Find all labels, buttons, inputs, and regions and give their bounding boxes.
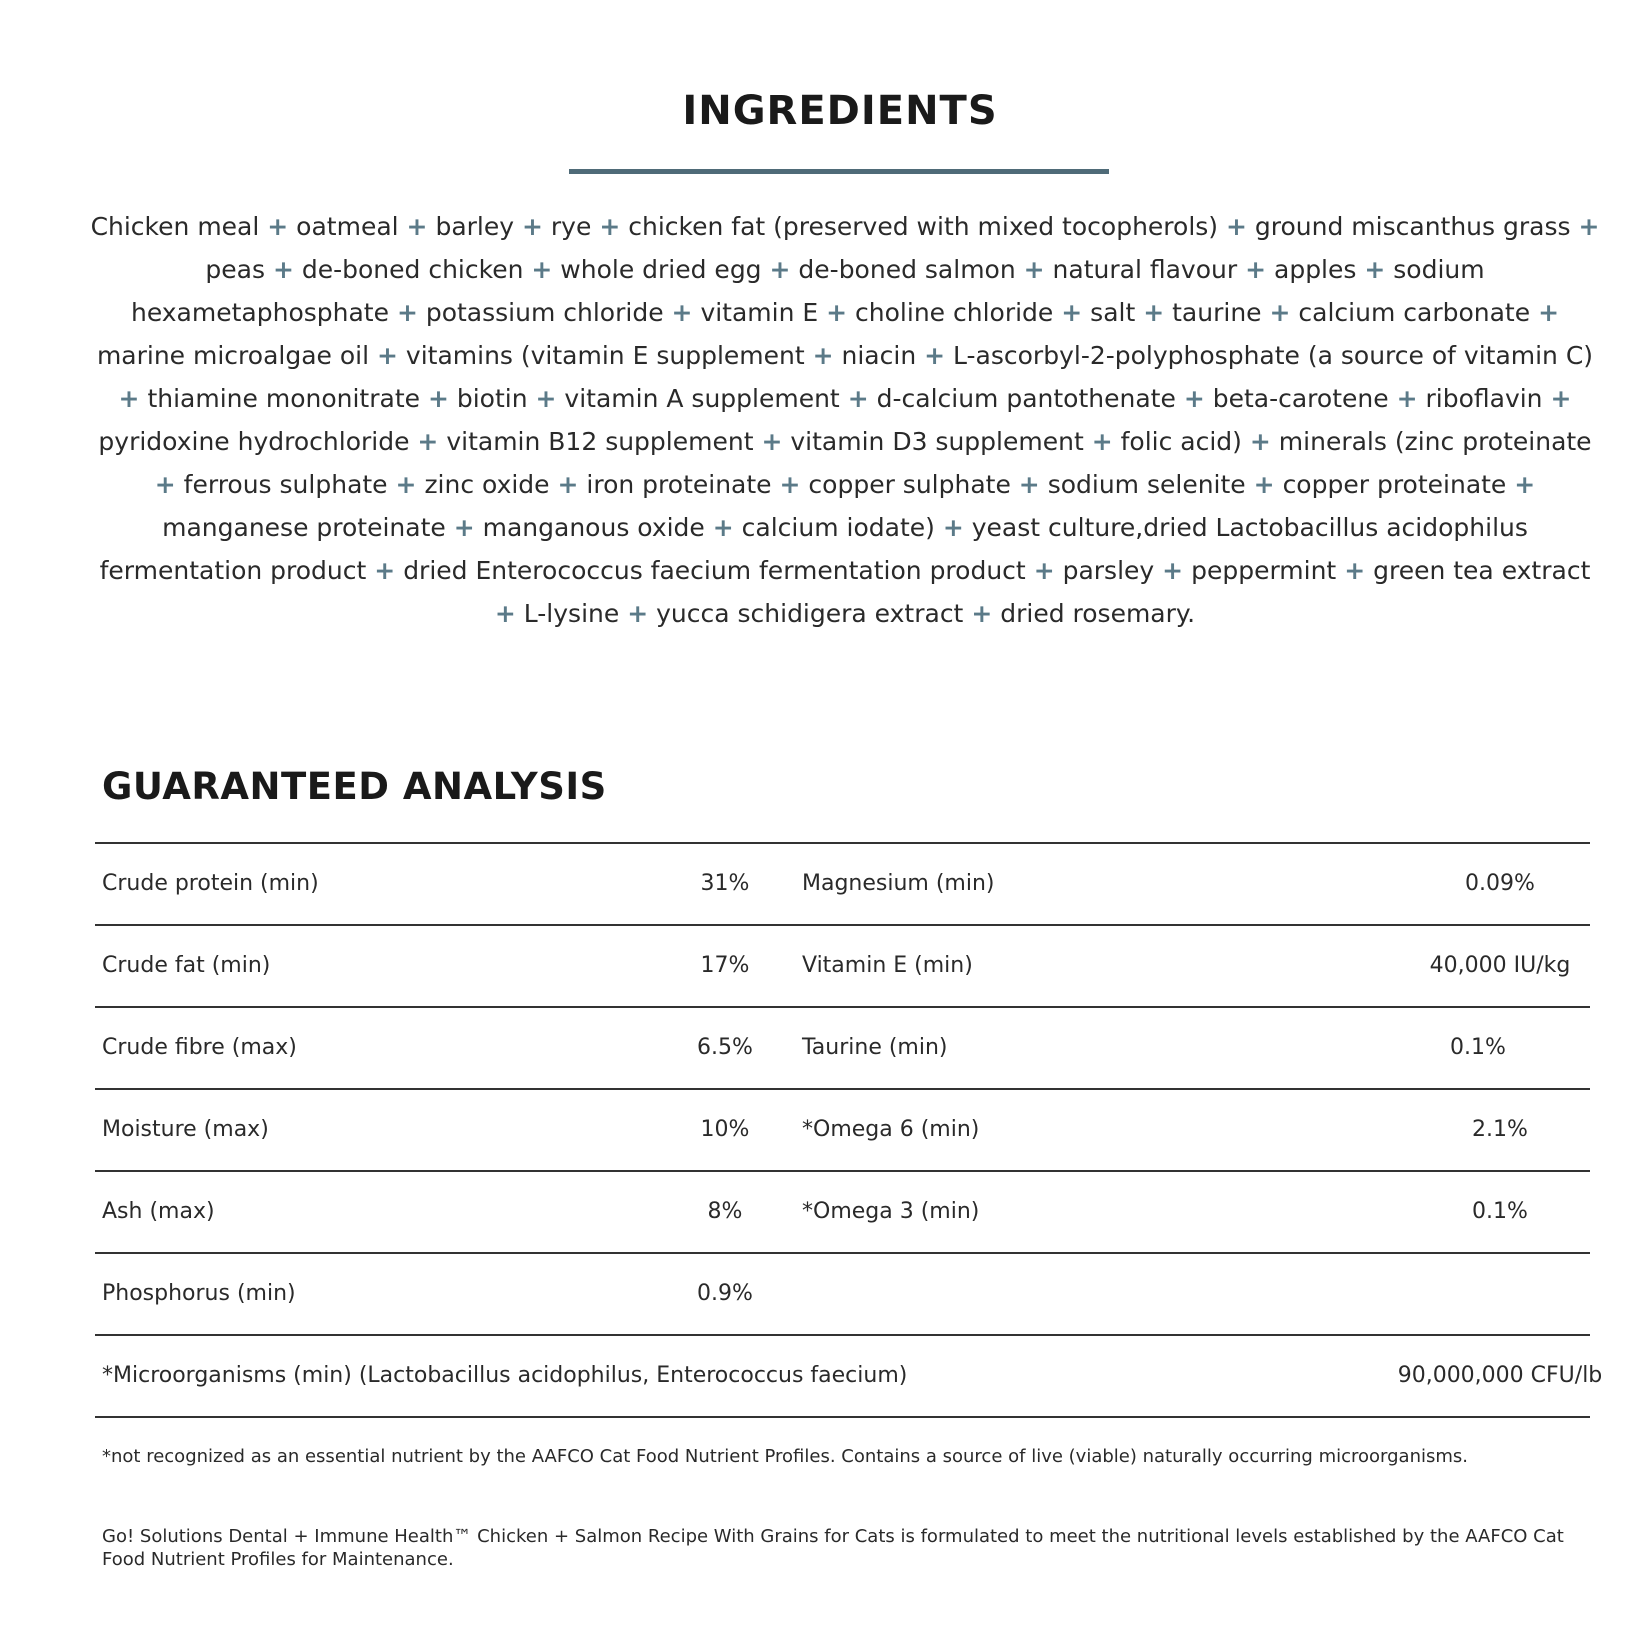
ingredient-item: d-calcium pantothenate [876, 384, 1176, 413]
ingredients-title: INGREDIENTS [682, 88, 998, 134]
ingredient-item: niacin [841, 341, 917, 370]
plus-separator: + [1091, 427, 1113, 456]
ingredient-item: dried Enterococcus faecium fermentation product [403, 556, 1026, 585]
ingredient-item: salt [1090, 298, 1136, 327]
plus-separator: + [1023, 255, 1045, 284]
ingredient-item: iron proteinate [586, 470, 772, 499]
plus-separator: + [1364, 255, 1386, 284]
nutrient-label: *Microorganisms (min) (Lactobacillus acidophilus, Enterococcus faecium) [102, 1363, 908, 1388]
plus-separator: + [377, 341, 398, 370]
ingredient-item: ground miscanthus grass [1254, 212, 1571, 241]
nutrient-label: Crude fat (min) [102, 953, 271, 978]
ingredient-item: taurine [1172, 298, 1262, 327]
plus-separator: + [1269, 298, 1291, 327]
ingredient-item: de-boned chicken [301, 255, 524, 284]
plus-separator: + [154, 470, 176, 499]
ingredient-item: vitamin E [700, 298, 819, 327]
ingredients-divider [569, 169, 1109, 174]
ingredient-item: choline chloride [855, 298, 1054, 327]
nutrient-label: Crude protein (min) [102, 871, 319, 896]
plus-separator: + [1245, 255, 1267, 284]
nutrient-value: 17% [700, 953, 750, 978]
table-row-microorganisms [95, 1336, 1603, 1418]
ingredient-item: folic acid) [1120, 427, 1242, 456]
table-row [95, 1172, 1590, 1254]
plus-separator: + [1226, 212, 1247, 241]
plus-separator: + [267, 212, 289, 241]
plus-separator: + [374, 556, 396, 585]
ingredient-item: L-ascorbyl-2-polyphosphate (a source of vitamin C) [953, 341, 1594, 370]
table-row [95, 926, 1590, 1008]
ingredient-item: pyridoxine hydrochloride [98, 427, 410, 456]
table-row [95, 1008, 1590, 1090]
plus-separator: + [557, 470, 579, 499]
nutrient-label: Ash (max) [102, 1199, 215, 1224]
ingredient-item: copper sulphate [808, 470, 1011, 499]
ingredient-item: yeast culture,dried Lactobacillus acidophilus fermentation product [99, 513, 1528, 585]
plus-separator: + [971, 599, 993, 628]
nutrient-value: 0.1% [1472, 1199, 1528, 1224]
table-row [95, 1090, 1590, 1172]
guaranteed-analysis-table [95, 842, 1603, 1418]
plus-separator: + [769, 255, 791, 284]
table-row [95, 1254, 1590, 1336]
plus-separator: + [453, 513, 475, 542]
nutrient-label: Taurine (min) [802, 1035, 948, 1060]
plus-separator: + [531, 255, 553, 284]
plus-separator: + [272, 255, 294, 284]
table-row [95, 844, 1590, 926]
plus-separator: + [118, 384, 140, 413]
plus-separator: + [1249, 427, 1271, 456]
ingredient-item: vitamin B12 supplement [446, 427, 754, 456]
plus-separator: + [1396, 384, 1418, 413]
ingredient-item: manganous oxide [482, 513, 705, 542]
ingredient-item: chicken fat (preserved with mixed tocopherols) [628, 212, 1219, 241]
ingredient-item: thiamine mononitrate [147, 384, 420, 413]
nutrient-value: 0.1% [1450, 1035, 1506, 1060]
ingredient-item: barley [435, 212, 515, 241]
ingredient-item: zinc oxide [424, 470, 550, 499]
ingredient-item: sodium hexametaphosphate [130, 255, 1485, 327]
plus-separator: + [1018, 470, 1040, 499]
plus-separator: + [1578, 212, 1600, 241]
ingredients-list [90, 205, 1600, 635]
ingredient-item: ferrous sulphate [183, 470, 388, 499]
plus-separator: + [847, 384, 869, 413]
plus-separator: + [1344, 556, 1366, 585]
nutrient-label: *Omega 6 (min) [802, 1117, 980, 1142]
ingredient-item: vitamins (vitamin E supplement [405, 341, 805, 370]
ingredient-item: oatmeal [296, 212, 399, 241]
plus-separator: + [417, 427, 439, 456]
ingredient-item: natural flavour [1052, 255, 1238, 284]
ingredient-item: manganese proteinate [162, 513, 446, 542]
plus-separator: + [1550, 384, 1572, 413]
ingredient-item: L-lysine [523, 599, 620, 628]
nutrient-label: Magnesium (min) [802, 871, 995, 896]
ingredient-item: de-boned salmon [798, 255, 1016, 284]
plus-separator: + [1143, 298, 1165, 327]
plus-separator: + [812, 341, 834, 370]
nutrient-value: 0.9% [697, 1281, 753, 1306]
plus-separator: + [1183, 384, 1205, 413]
plus-separator: + [942, 513, 964, 542]
ingredient-item: peppermint [1191, 556, 1337, 585]
ingredient-item: marine microalgae oil [96, 341, 370, 370]
plus-separator: + [1061, 298, 1083, 327]
ingredient-item: Chicken meal [90, 212, 260, 241]
nutrient-value: 2.1% [1472, 1117, 1528, 1142]
ingredient-item: sodium selenite [1047, 470, 1246, 499]
nutrient-value: 6.5% [697, 1035, 753, 1060]
plus-separator: + [671, 298, 693, 327]
plus-separator: + [427, 384, 449, 413]
ingredient-item: peas [205, 255, 265, 284]
nutrient-value: 31% [700, 871, 750, 896]
plus-separator: + [924, 341, 946, 370]
plus-separator: + [1162, 556, 1184, 585]
ingredient-item: apples [1274, 255, 1357, 284]
nutrient-label: Vitamin E (min) [802, 953, 973, 978]
ingredient-item: green tea extract [1373, 556, 1591, 585]
ingredient-item: minerals (zinc proteinate [1278, 427, 1592, 456]
ingredient-item: potassium chloride [425, 298, 664, 327]
guaranteed-analysis-title: GUARANTEED ANALYSIS [102, 765, 607, 808]
ingredient-item: calcium iodate) [741, 513, 935, 542]
plus-separator: + [779, 470, 801, 499]
plus-separator: + [406, 212, 428, 241]
nutrient-label: Phosphorus (min) [102, 1281, 296, 1306]
aafco-statement: Go! Solutions Dental + Immune Health™ Chicken + Salmon Recipe With Grains for Cats is formulated to meet the nutritional levels established by the AAFCO Cat Food Nutrient Profiles for Maintenance. [102, 1526, 1564, 1570]
ingredient-item: vitamin A supplement [564, 384, 840, 413]
ingredient-item: biotin [456, 384, 528, 413]
nutrient-value: 0.09% [1465, 871, 1535, 896]
plus-separator: + [1538, 298, 1560, 327]
plus-separator: + [712, 513, 734, 542]
plus-separator: + [522, 212, 543, 241]
nutrient-value: 8% [707, 1199, 743, 1224]
ingredient-item: riboflavin [1425, 384, 1543, 413]
plus-separator: + [761, 427, 783, 456]
plus-separator: + [494, 599, 516, 628]
plus-separator: + [826, 298, 848, 327]
plus-separator: + [599, 212, 621, 241]
ingredient-item: copper proteinate [1282, 470, 1507, 499]
nutrient-value: 40,000 IU/kg [1429, 953, 1571, 978]
ingredient-item: yucca schidigera extract [656, 599, 964, 628]
nutrient-label: *Omega 3 (min) [802, 1199, 980, 1224]
ingredient-item: dried rosemary. [1000, 599, 1196, 628]
footnote: *not recognized as an essential nutrient by the AAFCO Cat Food Nutrient Profiles. Contains a source of live (viable) naturally occurring microorganisms. [102, 1446, 1468, 1467]
plus-separator: + [627, 599, 649, 628]
plus-separator: + [1033, 556, 1055, 585]
ingredient-item: parsley [1062, 556, 1155, 585]
nutrient-value: 90,000,000 CFU/lb [1397, 1363, 1603, 1388]
nutrient-label: Crude fibre (max) [102, 1035, 297, 1060]
nutrient-value: 10% [700, 1117, 750, 1142]
plus-separator: + [535, 384, 557, 413]
nutrient-label: Moisture (max) [102, 1117, 269, 1142]
plus-separator: + [1253, 470, 1275, 499]
ingredient-item: rye [550, 212, 592, 241]
ingredient-item: whole dried egg [560, 255, 762, 284]
ingredient-item: calcium carbonate [1298, 298, 1531, 327]
ingredient-item: vitamin D3 supplement [790, 427, 1084, 456]
ingredient-item: beta-carotene [1212, 384, 1389, 413]
plus-separator: + [396, 298, 418, 327]
plus-separator: + [395, 470, 417, 499]
plus-separator: + [1514, 470, 1536, 499]
